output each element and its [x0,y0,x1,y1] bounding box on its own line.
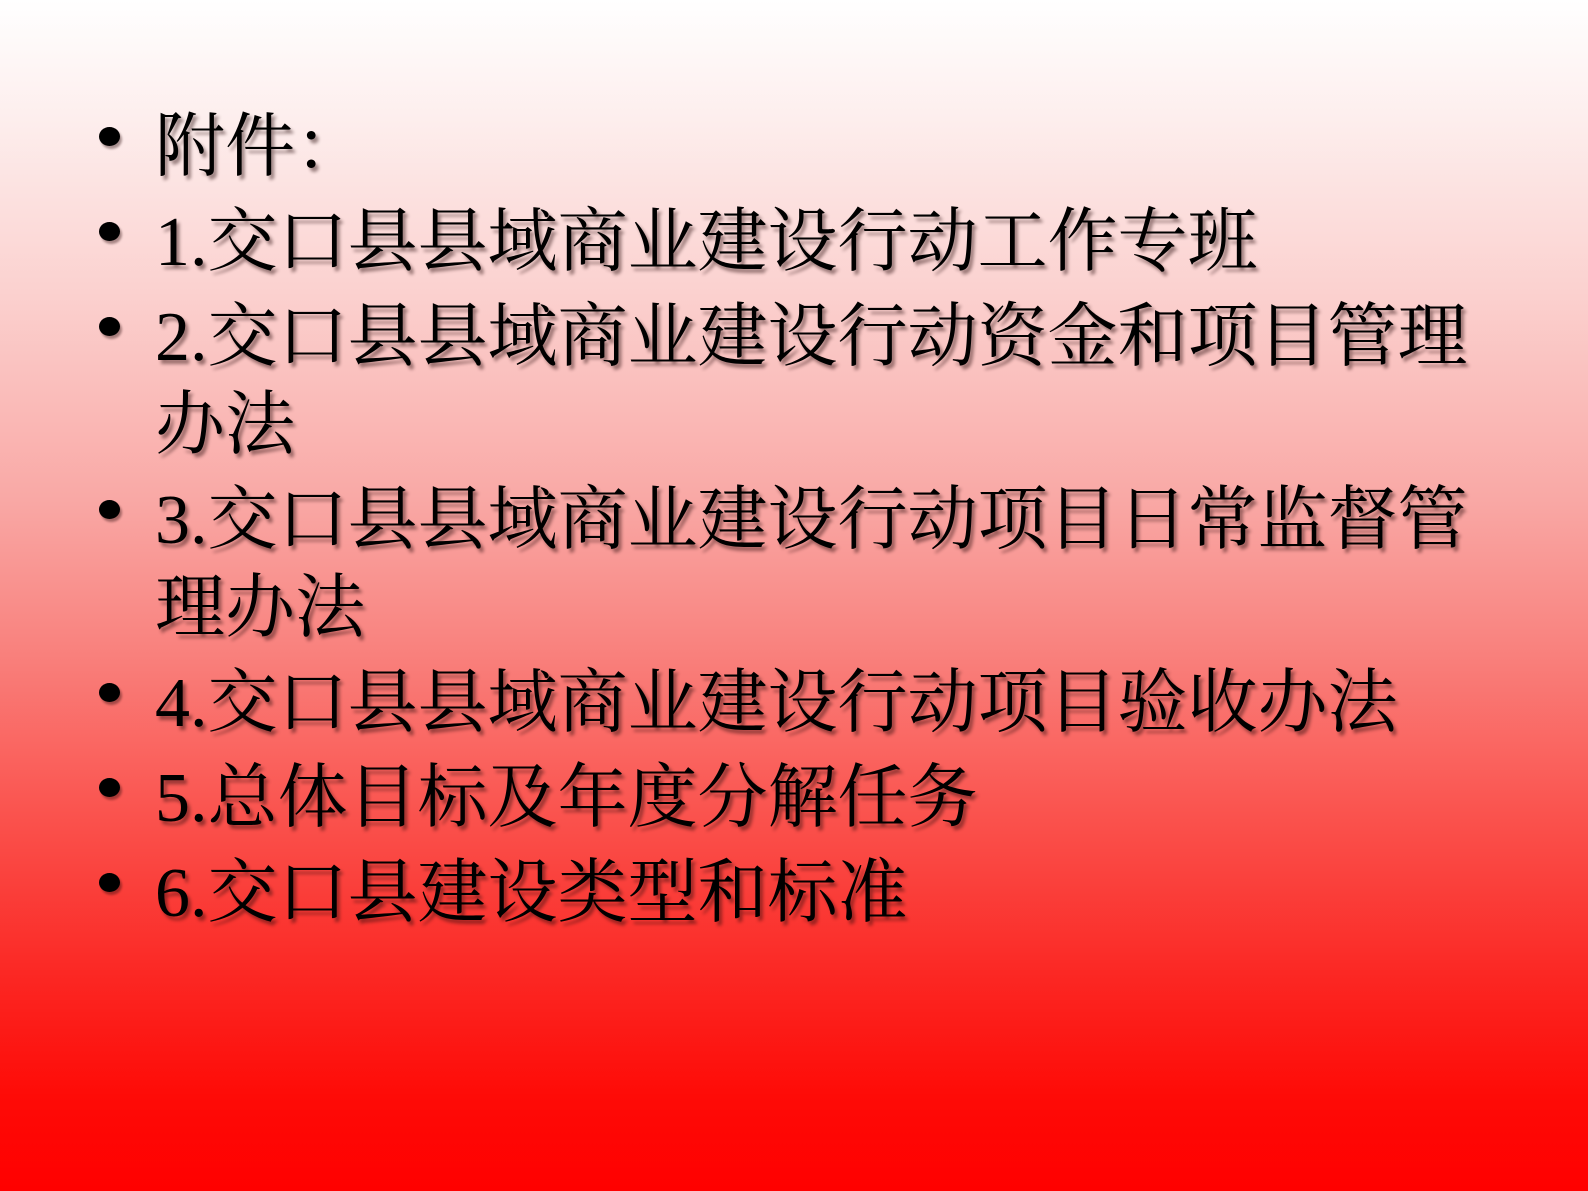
list-item-text: 5.总体目标及年度分解任务 [155,760,978,837]
bullet-icon [99,127,120,146]
list-item-text: 附件： [155,109,365,186]
list-item-text: 1.交口县县域商业建设行动工作专班 [155,204,1258,281]
list-item-3 [97,477,1505,653]
bullet-icon [99,317,120,336]
list-item-1 [97,199,1505,287]
list-item-text: 6.交口县建设类型和标准 [155,855,908,932]
bullet-icon [99,683,120,702]
list-item-5 [97,755,1505,843]
list-item-text: 3.交口县县域商业建设行动项目日常监督管理办法 [155,482,1468,647]
bullet-icon [99,873,120,892]
list-item-text: 2.交口县县域商业建设行动资金和项目管理办法 [155,299,1468,464]
bullet-icon [99,500,120,519]
list-item-text: 4.交口县县域商业建设行动项目验收办法 [155,665,1398,742]
list-item-4 [97,660,1505,748]
list-item-6 [97,850,1505,938]
list-item-2 [97,294,1505,470]
bullet-icon [99,778,120,797]
bullet-icon [99,222,120,241]
list-item-attachments-heading [97,104,1505,192]
